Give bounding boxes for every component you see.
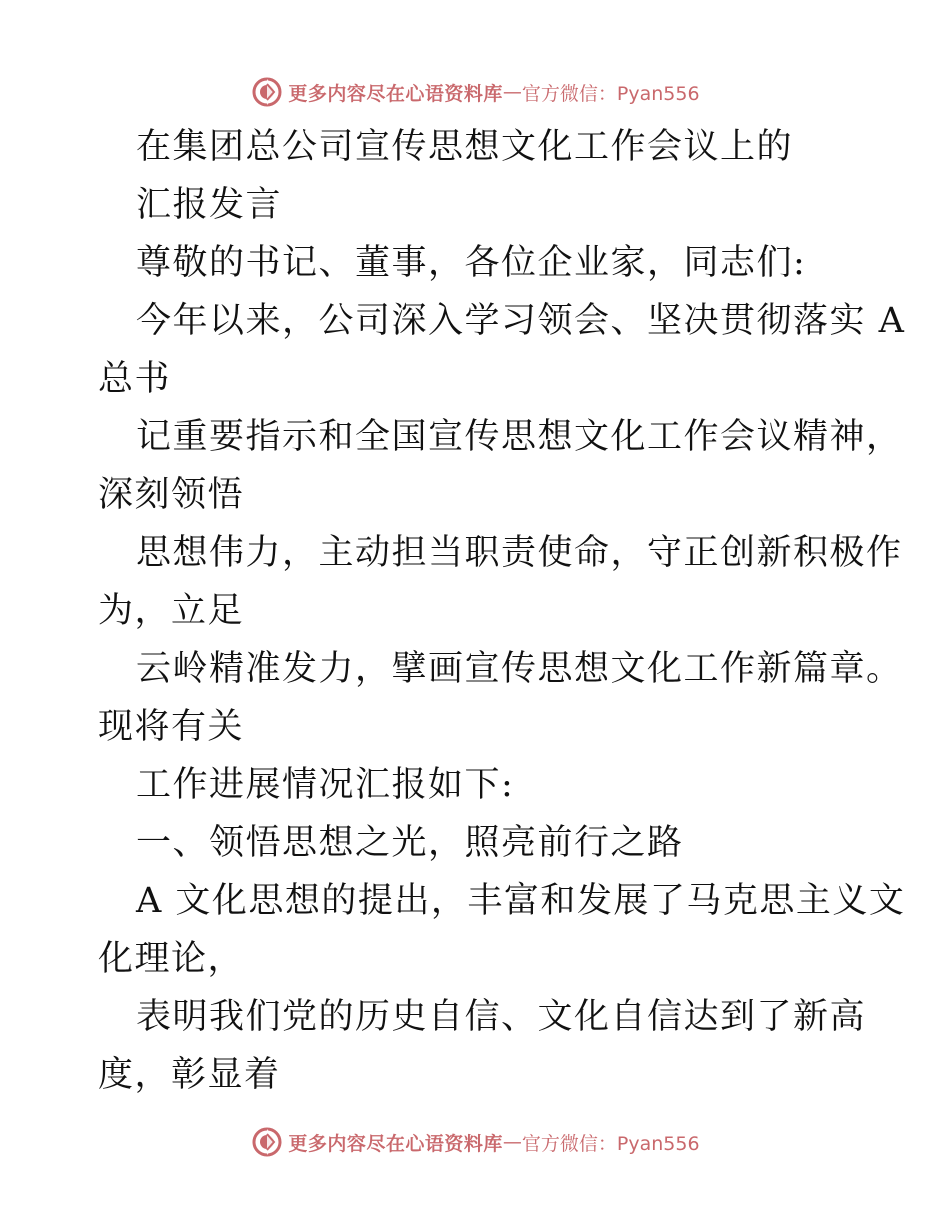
footer-watermark [0,1122,950,1162]
watermark-account-text: 官方微信：Pyan556 [521,82,700,105]
paragraph-line: 深刻领悟 [98,475,245,515]
watermark-account-text: 官方微信：Pyan556 [521,1132,700,1155]
header-watermark [0,72,950,112]
paragraph-line: 表明我们党的历史自信、文化自信达到了新高 [136,997,867,1037]
paragraph-line: 工作进展情况汇报如下: [136,765,515,805]
watermark-separator: — [502,81,522,103]
paragraph-line: 为，立足 [98,591,245,631]
salutation-line: 尊敬的书记、董事，各位企业家，同志们: [136,243,807,283]
paragraph-line: 思想伟力，主动担当职责使命，守正创新积极作 [136,533,903,573]
document-title-line-2: 汇报发言 [136,185,283,225]
paragraph-line: A 文化思想的提出，丰富和发展了马克思主义文 [136,881,906,921]
section-heading: 一、领悟思想之光，照亮前行之路 [136,823,684,863]
watermark-separator: — [502,1131,522,1153]
paragraph-line: 记重要指示和全国宣传思想文化工作会议精神， [136,417,903,457]
paragraph-line: 总书 [98,359,172,399]
watermark-brand-text: 更多内容尽在心语资料库 [288,82,503,105]
pen-nib-logo-icon [250,75,284,109]
paragraph-line: 云岭精准发力，擘画宣传思想文化工作新篇章。 [136,649,903,689]
paragraph-line: 现将有关 [98,707,245,747]
paragraph-line: 今年以来，公司深入学习领会、坚决贯彻落实 A [136,301,906,341]
paragraph-line: 度，彰显着 [98,1055,281,1095]
pen-nib-logo-icon [250,1125,284,1159]
watermark-brand-text: 更多内容尽在心语资料库 [288,1132,503,1155]
document-title-line-1: 在集团总公司宣传思想文化工作会议上的 [136,127,794,167]
paragraph-line: 化理论， [98,939,245,979]
